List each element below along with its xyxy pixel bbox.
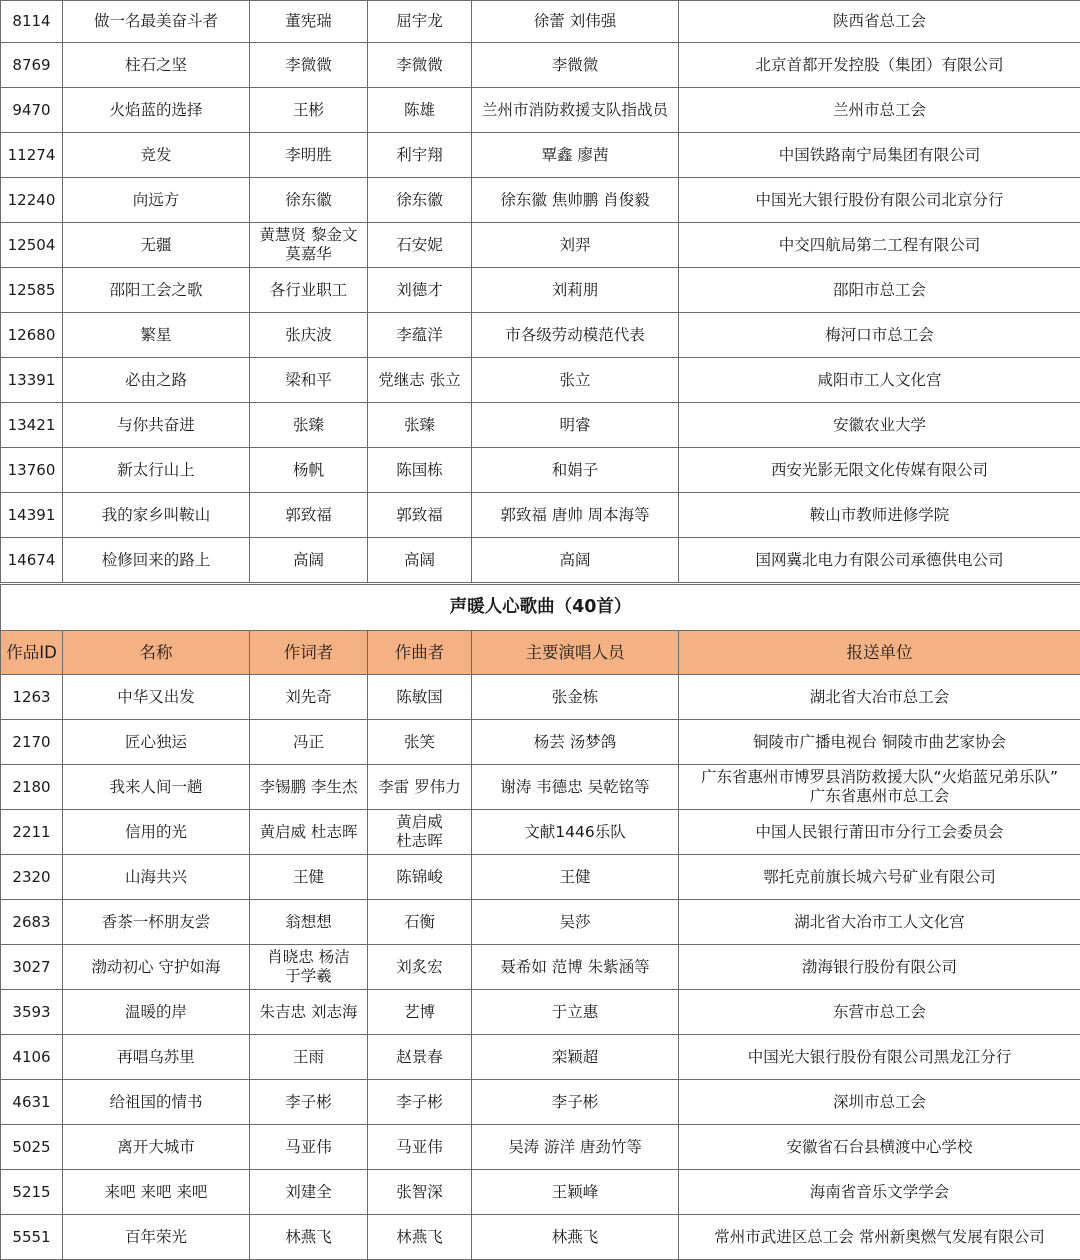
cell-performers: 兰州市消防救援支队指战员 <box>472 88 679 133</box>
cell-performers: 刘莉朋 <box>472 268 679 313</box>
cell-unit: 鞍山市教师进修学院 <box>679 493 1080 538</box>
cell-composer: 陈国栋 <box>368 448 472 493</box>
table-row <box>1 448 1080 493</box>
cell-id: 14391 <box>1 493 63 538</box>
cell-lyricist: 各行业职工 <box>250 268 368 313</box>
cell-unit: 陕西省总工会 <box>679 1 1080 43</box>
cell-title: 柱石之坚 <box>63 43 250 88</box>
cell-lyricist: 肖晓忠 杨洁 于学羲 <box>250 945 368 990</box>
cell-performers: 刘羿 <box>472 223 679 268</box>
cell-performers: 吴涛 游洋 唐劲竹等 <box>472 1125 679 1170</box>
cell-id: 12504 <box>1 223 63 268</box>
table-row <box>1 1080 1080 1125</box>
cell-id: 11274 <box>1 133 63 178</box>
song-table-continued <box>0 0 1080 583</box>
cell-performers: 徐蕾 刘伟强 <box>472 1 679 43</box>
cell-id: 5551 <box>1 1215 63 1260</box>
cell-lyricist: 冯正 <box>250 720 368 765</box>
table-row <box>1 313 1080 358</box>
cell-unit: 中国人民银行莆田市分行工会委员会 <box>679 810 1080 855</box>
cell-performers: 王颖峰 <box>472 1170 679 1215</box>
cell-unit: 中交四航局第二工程有限公司 <box>679 223 1080 268</box>
cell-composer: 利宇翔 <box>368 133 472 178</box>
cell-performers: 杨芸 汤梦鸽 <box>472 720 679 765</box>
table-row <box>1 1035 1080 1080</box>
column-header-id: 作品ID <box>1 631 63 675</box>
cell-composer: 李雷 罗伟力 <box>368 765 472 810</box>
cell-id: 3027 <box>1 945 63 990</box>
cell-title: 中华又出发 <box>63 675 250 720</box>
cell-unit: 中国光大银行股份有限公司北京分行 <box>679 178 1080 223</box>
cell-performers: 于立惠 <box>472 990 679 1035</box>
cell-performers: 王健 <box>472 855 679 900</box>
cell-title: 百年荣光 <box>63 1215 250 1260</box>
cell-title: 再唱乌苏里 <box>63 1035 250 1080</box>
cell-lyricist: 董宪瑞 <box>250 1 368 43</box>
cell-performers: 李微微 <box>472 43 679 88</box>
cell-performers: 张立 <box>472 358 679 403</box>
cell-title: 繁星 <box>63 313 250 358</box>
cell-id: 12680 <box>1 313 63 358</box>
cell-composer: 李微微 <box>368 43 472 88</box>
column-header-performers: 主要演唱人员 <box>472 631 679 675</box>
cell-unit: 梅河口市总工会 <box>679 313 1080 358</box>
table-row <box>1 358 1080 403</box>
cell-unit: 安徽农业大学 <box>679 403 1080 448</box>
cell-title: 检修回来的路上 <box>63 538 250 583</box>
cell-unit: 铜陵市广播电视台 铜陵市曲艺家协会 <box>679 720 1080 765</box>
cell-title: 新太行山上 <box>63 448 250 493</box>
cell-composer: 刘德才 <box>368 268 472 313</box>
cell-id: 9470 <box>1 88 63 133</box>
cell-title: 温暖的岸 <box>63 990 250 1035</box>
cell-composer: 李蕴洋 <box>368 313 472 358</box>
column-header-composer: 作曲者 <box>368 631 472 675</box>
cell-composer: 张智深 <box>368 1170 472 1215</box>
cell-title: 必由之路 <box>63 358 250 403</box>
cell-lyricist: 刘先奇 <box>250 675 368 720</box>
cell-performers: 栾颖超 <box>472 1035 679 1080</box>
cell-unit: 兰州市总工会 <box>679 88 1080 133</box>
song-table-continued-body <box>1 1 1080 583</box>
cell-lyricist: 徐东徽 <box>250 178 368 223</box>
cell-id: 5215 <box>1 1170 63 1215</box>
cell-composer: 陈雄 <box>368 88 472 133</box>
table-row <box>1 493 1080 538</box>
cell-unit: 北京首都开发控股（集团）有限公司 <box>679 43 1080 88</box>
cell-composer: 马亚伟 <box>368 1125 472 1170</box>
cell-unit: 鄂托克前旗长城六号矿业有限公司 <box>679 855 1080 900</box>
cell-title: 火焰蓝的选择 <box>63 88 250 133</box>
cell-composer: 赵景春 <box>368 1035 472 1080</box>
table-row <box>1 855 1080 900</box>
table-row <box>1 945 1080 990</box>
table-header-row <box>1 631 1080 675</box>
cell-lyricist: 杨帆 <box>250 448 368 493</box>
cell-unit: 中国光大银行股份有限公司黑龙江分行 <box>679 1035 1080 1080</box>
cell-title: 我来人间一趟 <box>63 765 250 810</box>
table-row <box>1 268 1080 313</box>
table-row <box>1 403 1080 448</box>
cell-lyricist: 林燕飞 <box>250 1215 368 1260</box>
cell-performers: 和娟子 <box>472 448 679 493</box>
cell-id: 8769 <box>1 43 63 88</box>
cell-lyricist: 梁和平 <box>250 358 368 403</box>
cell-lyricist: 李明胜 <box>250 133 368 178</box>
cell-performers: 高阔 <box>472 538 679 583</box>
cell-performers: 郭致福 唐帅 周本海等 <box>472 493 679 538</box>
table-row <box>1 900 1080 945</box>
cell-unit: 湖北省大冶市工人文化宫 <box>679 900 1080 945</box>
cell-composer: 屈宇龙 <box>368 1 472 43</box>
cell-title: 竞发 <box>63 133 250 178</box>
cell-unit: 国网冀北电力有限公司承德供电公司 <box>679 538 1080 583</box>
cell-performers: 聂希如 范博 朱紫涵等 <box>472 945 679 990</box>
table-row <box>1 810 1080 855</box>
cell-performers: 徐东徽 焦帅鹏 肖俊毅 <box>472 178 679 223</box>
cell-title: 向远方 <box>63 178 250 223</box>
cell-lyricist: 王健 <box>250 855 368 900</box>
table-row <box>1 538 1080 583</box>
column-header-unit: 报送单位 <box>679 631 1080 675</box>
cell-unit: 深圳市总工会 <box>679 1080 1080 1125</box>
cell-composer: 陈锦峻 <box>368 855 472 900</box>
cell-id: 12585 <box>1 268 63 313</box>
cell-title: 山海共兴 <box>63 855 250 900</box>
warm-songs-table-body <box>1 675 1080 1260</box>
cell-performers: 文献1446乐队 <box>472 810 679 855</box>
table-row <box>1 675 1080 720</box>
cell-id: 2211 <box>1 810 63 855</box>
cell-id: 4106 <box>1 1035 63 1080</box>
cell-composer: 郭致福 <box>368 493 472 538</box>
cell-lyricist: 马亚伟 <box>250 1125 368 1170</box>
table-row <box>1 133 1080 178</box>
table-row <box>1 765 1080 810</box>
cell-performers: 谢涛 韦德忠 吴乾铭等 <box>472 765 679 810</box>
cell-id: 13391 <box>1 358 63 403</box>
cell-unit: 广东省惠州市博罗县消防救援大队“火焰蓝兄弟乐队” 广东省惠州市总工会 <box>679 765 1080 810</box>
table-row <box>1 1125 1080 1170</box>
cell-title: 来吧 来吧 来吧 <box>63 1170 250 1215</box>
cell-unit: 渤海银行股份有限公司 <box>679 945 1080 990</box>
cell-title: 香茶一杯朋友尝 <box>63 900 250 945</box>
cell-title: 做一名最美奋斗者 <box>63 1 250 43</box>
cell-lyricist: 王彬 <box>250 88 368 133</box>
column-header-title: 名称 <box>63 631 250 675</box>
cell-lyricist: 高阔 <box>250 538 368 583</box>
warm-songs-table <box>0 584 1080 1260</box>
cell-unit: 常州市武进区总工会 常州新奥燃气发展有限公司 <box>679 1215 1080 1260</box>
table-row <box>1 1170 1080 1215</box>
cell-title: 我的家乡叫鞍山 <box>63 493 250 538</box>
cell-lyricist: 张庆波 <box>250 313 368 358</box>
cell-title: 渤动初心 守护如海 <box>63 945 250 990</box>
table-row <box>1 1215 1080 1260</box>
cell-composer: 张臻 <box>368 403 472 448</box>
cell-id: 2170 <box>1 720 63 765</box>
cell-id: 13421 <box>1 403 63 448</box>
cell-unit: 中国铁路南宁局集团有限公司 <box>679 133 1080 178</box>
cell-title: 无疆 <box>63 223 250 268</box>
cell-unit: 湖北省大冶市总工会 <box>679 675 1080 720</box>
cell-lyricist: 朱吉忠 刘志海 <box>250 990 368 1035</box>
table-row <box>1 223 1080 268</box>
cell-lyricist: 黄启威 杜志晖 <box>250 810 368 855</box>
table-row <box>1 43 1080 88</box>
cell-composer: 张笑 <box>368 720 472 765</box>
cell-composer: 党继志 张立 <box>368 358 472 403</box>
table-row <box>1 990 1080 1035</box>
cell-id: 1263 <box>1 675 63 720</box>
section-title-row <box>1 585 1080 631</box>
cell-unit: 海南省音乐文学学会 <box>679 1170 1080 1215</box>
table-row <box>1 178 1080 223</box>
cell-id: 3593 <box>1 990 63 1035</box>
cell-id: 2683 <box>1 900 63 945</box>
cell-id: 8114 <box>1 1 63 43</box>
cell-composer: 石安妮 <box>368 223 472 268</box>
cell-performers: 市各级劳动模范代表 <box>472 313 679 358</box>
table-row <box>1 1 1080 43</box>
cell-id: 2180 <box>1 765 63 810</box>
cell-lyricist: 郭致福 <box>250 493 368 538</box>
cell-composer: 高阔 <box>368 538 472 583</box>
cell-id: 13760 <box>1 448 63 493</box>
cell-lyricist: 李锡鹏 李生杰 <box>250 765 368 810</box>
cell-unit: 咸阳市工人文化宫 <box>679 358 1080 403</box>
cell-title: 邵阳工会之歌 <box>63 268 250 313</box>
cell-id: 14674 <box>1 538 63 583</box>
cell-title: 匠心独运 <box>63 720 250 765</box>
cell-lyricist: 黄慧贤 黎金文 莫嘉华 <box>250 223 368 268</box>
cell-id: 5025 <box>1 1125 63 1170</box>
cell-performers: 吴莎 <box>472 900 679 945</box>
cell-id: 4631 <box>1 1080 63 1125</box>
cell-id: 12240 <box>1 178 63 223</box>
cell-performers: 李子彬 <box>472 1080 679 1125</box>
cell-composer: 黄启威 杜志晖 <box>368 810 472 855</box>
cell-performers: 林燕飞 <box>472 1215 679 1260</box>
cell-composer: 徐东徽 <box>368 178 472 223</box>
cell-composer: 林燕飞 <box>368 1215 472 1260</box>
cell-lyricist: 王雨 <box>250 1035 368 1080</box>
cell-title: 信用的光 <box>63 810 250 855</box>
cell-unit: 安徽省石台县横渡中心学校 <box>679 1125 1080 1170</box>
section-title: 声暖人心歌曲（40首） <box>1 585 1080 631</box>
cell-id: 2320 <box>1 855 63 900</box>
cell-title: 给祖国的情书 <box>63 1080 250 1125</box>
cell-title: 离开大城市 <box>63 1125 250 1170</box>
cell-composer: 艺博 <box>368 990 472 1035</box>
cell-lyricist: 张臻 <box>250 403 368 448</box>
cell-lyricist: 翁想想 <box>250 900 368 945</box>
cell-lyricist: 刘建全 <box>250 1170 368 1215</box>
cell-title: 与你共奋进 <box>63 403 250 448</box>
cell-performers: 覃鑫 廖茜 <box>472 133 679 178</box>
cell-unit: 邵阳市总工会 <box>679 268 1080 313</box>
cell-performers: 明睿 <box>472 403 679 448</box>
table-row <box>1 88 1080 133</box>
column-header-lyricist: 作词者 <box>250 631 368 675</box>
cell-composer: 刘炙宏 <box>368 945 472 990</box>
cell-lyricist: 李微微 <box>250 43 368 88</box>
cell-lyricist: 李子彬 <box>250 1080 368 1125</box>
table-row <box>1 720 1080 765</box>
cell-unit: 东营市总工会 <box>679 990 1080 1035</box>
cell-composer: 石衡 <box>368 900 472 945</box>
cell-performers: 张金栋 <box>472 675 679 720</box>
cell-composer: 李子彬 <box>368 1080 472 1125</box>
cell-unit: 西安光影无限文化传媒有限公司 <box>679 448 1080 493</box>
cell-composer: 陈敏国 <box>368 675 472 720</box>
